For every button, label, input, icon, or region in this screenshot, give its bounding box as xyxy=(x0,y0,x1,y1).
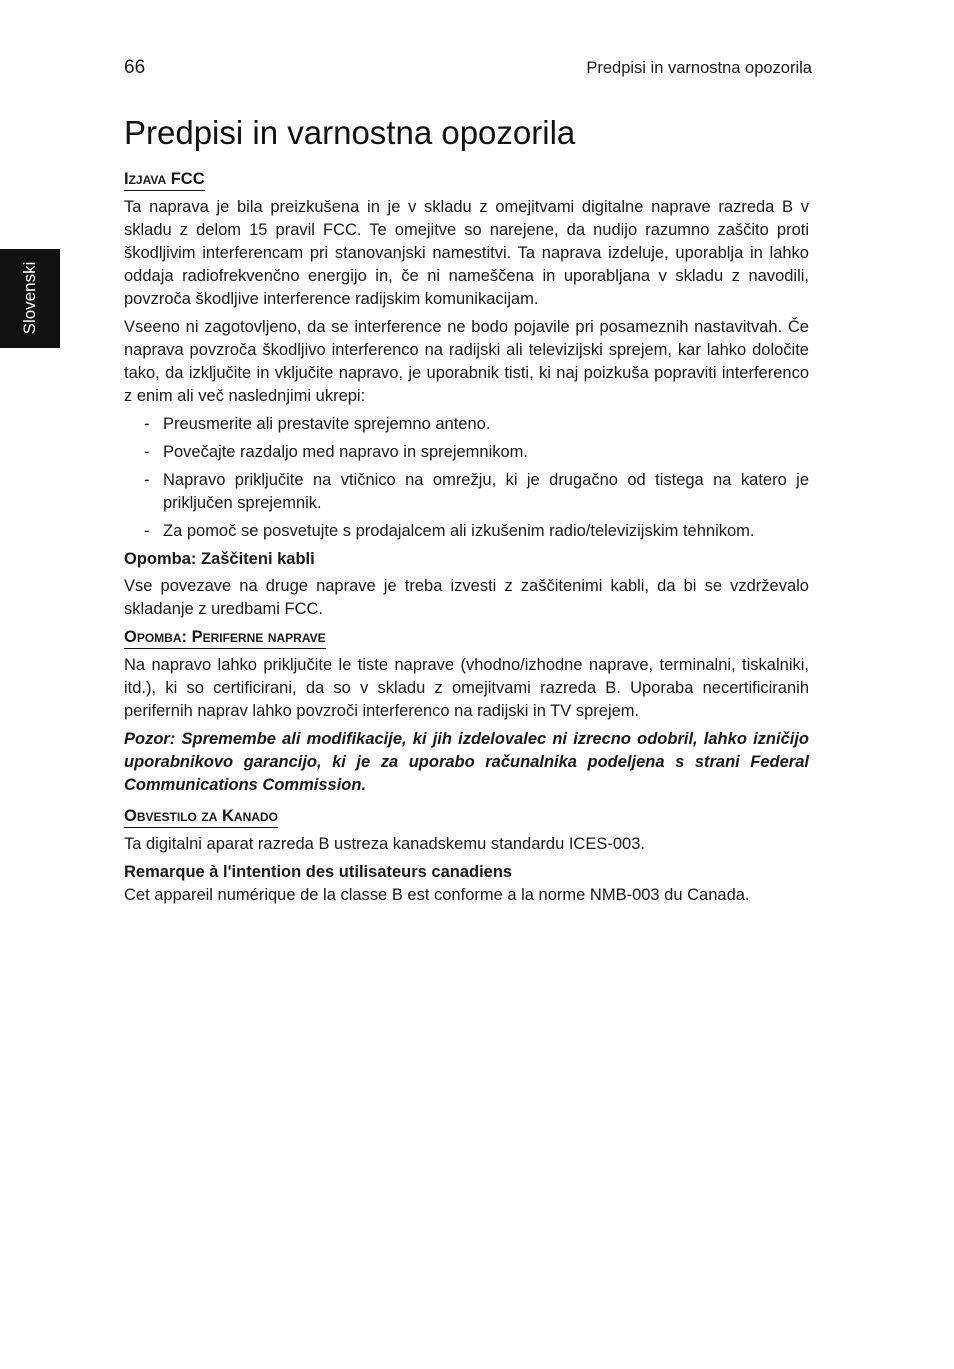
page-content xyxy=(124,112,809,907)
list-item: - Povečajte razdaljo med napravo in sprejemnikom. xyxy=(124,441,809,464)
list-item: - Napravo priključite na vtičnico na omrežju, ki je drugačno od tistega na katero je priključen sprejemnik. xyxy=(124,469,809,515)
peripherals-text: Na napravo lahko priključite le tiste naprave (vhodno/izhodne naprave, terminalni, tiskalniki, itd.), ki so certificirani, da so v skladu z omejitvami razreda B. Uporaba necertificiranih perifernih naprav lahko povzroči interferenco na radijski in TV sprejem. xyxy=(124,656,809,720)
shielded-cables-text: Vse povezave na druge naprave je treba izvesti z zaščitenimi kabli, da bi se vzdrževalo skladanje z uredbami FCC. xyxy=(124,577,809,618)
page-title: Predpisi in varnostna opozorila xyxy=(124,114,576,151)
language-side-tab xyxy=(0,249,60,348)
list-item: - Preusmerite ali prestavite sprejemno anteno. xyxy=(124,413,809,436)
page-number: 66 xyxy=(124,57,146,78)
measures-list xyxy=(124,413,809,543)
fcc-paragraph-2: Vseeno ni zagotovljeno, da se interference ne bodo pojavile pri posameznih nastavitvah. Če naprava povzroča škodljivo interferenco na radijski ali televizijski sprejem, kar lahko določite tako, da izključite in vključite napravo, je uporabnik tisti, ki naj poizkuša popraviti interferenco z enim ali več naslednjimi ukrepi: xyxy=(124,318,809,405)
modification-warning: Pozor: Spremembe ali modifikacije, ki jih izdelovalec ni izrecno odobril, lahko izničijo uporabnikovo garancijo, ki je za uporabo računalnika podeljena s strani Federal Communications Commission. xyxy=(124,730,809,794)
remarque-text: Cet appareil numérique de la classe B est conforme a la norme NMB-003 du Canada. xyxy=(124,886,750,904)
canada-text: Ta digitalni aparat razreda B ustreza kanadskemu standardu ICES-003. xyxy=(124,835,645,853)
peripherals-heading: Opomba: Periferne naprave xyxy=(124,628,326,649)
fcc-heading: Izjava FCC xyxy=(124,170,205,191)
remarque-heading: Remarque à l'intention des utilisateurs canadiens xyxy=(124,863,513,881)
language-tab-label: Slovenski xyxy=(20,261,39,335)
list-item: - Za pomoč se posvetujte s prodajalcem ali izkušenim radio/televizijskim tehnikom. xyxy=(124,520,809,543)
running-header: Predpisi in varnostna opozorila xyxy=(586,59,812,77)
fcc-paragraph-1: Ta naprava je bila preizkušena in je v skladu z omejitvami digitalne naprave razreda B v skladu z delom 15 pravil FCC. Te omejitve so narejene, da nudijo razumno zaščito proti škodljivim interferencam pri stanovanjski namestitvi. Ta naprava izdeluje, uporablja in lahko oddaja radiofrekvenčno energijo in, če ni nameščena in uporabljana v skladu z navodili, povzroča škodljive interference radijskim komunikacijam. xyxy=(124,198,809,308)
shielded-cables-heading: Opomba: Zaščiteni kabli xyxy=(124,550,315,568)
canada-heading: Obvestilo za Kanado xyxy=(124,807,278,828)
